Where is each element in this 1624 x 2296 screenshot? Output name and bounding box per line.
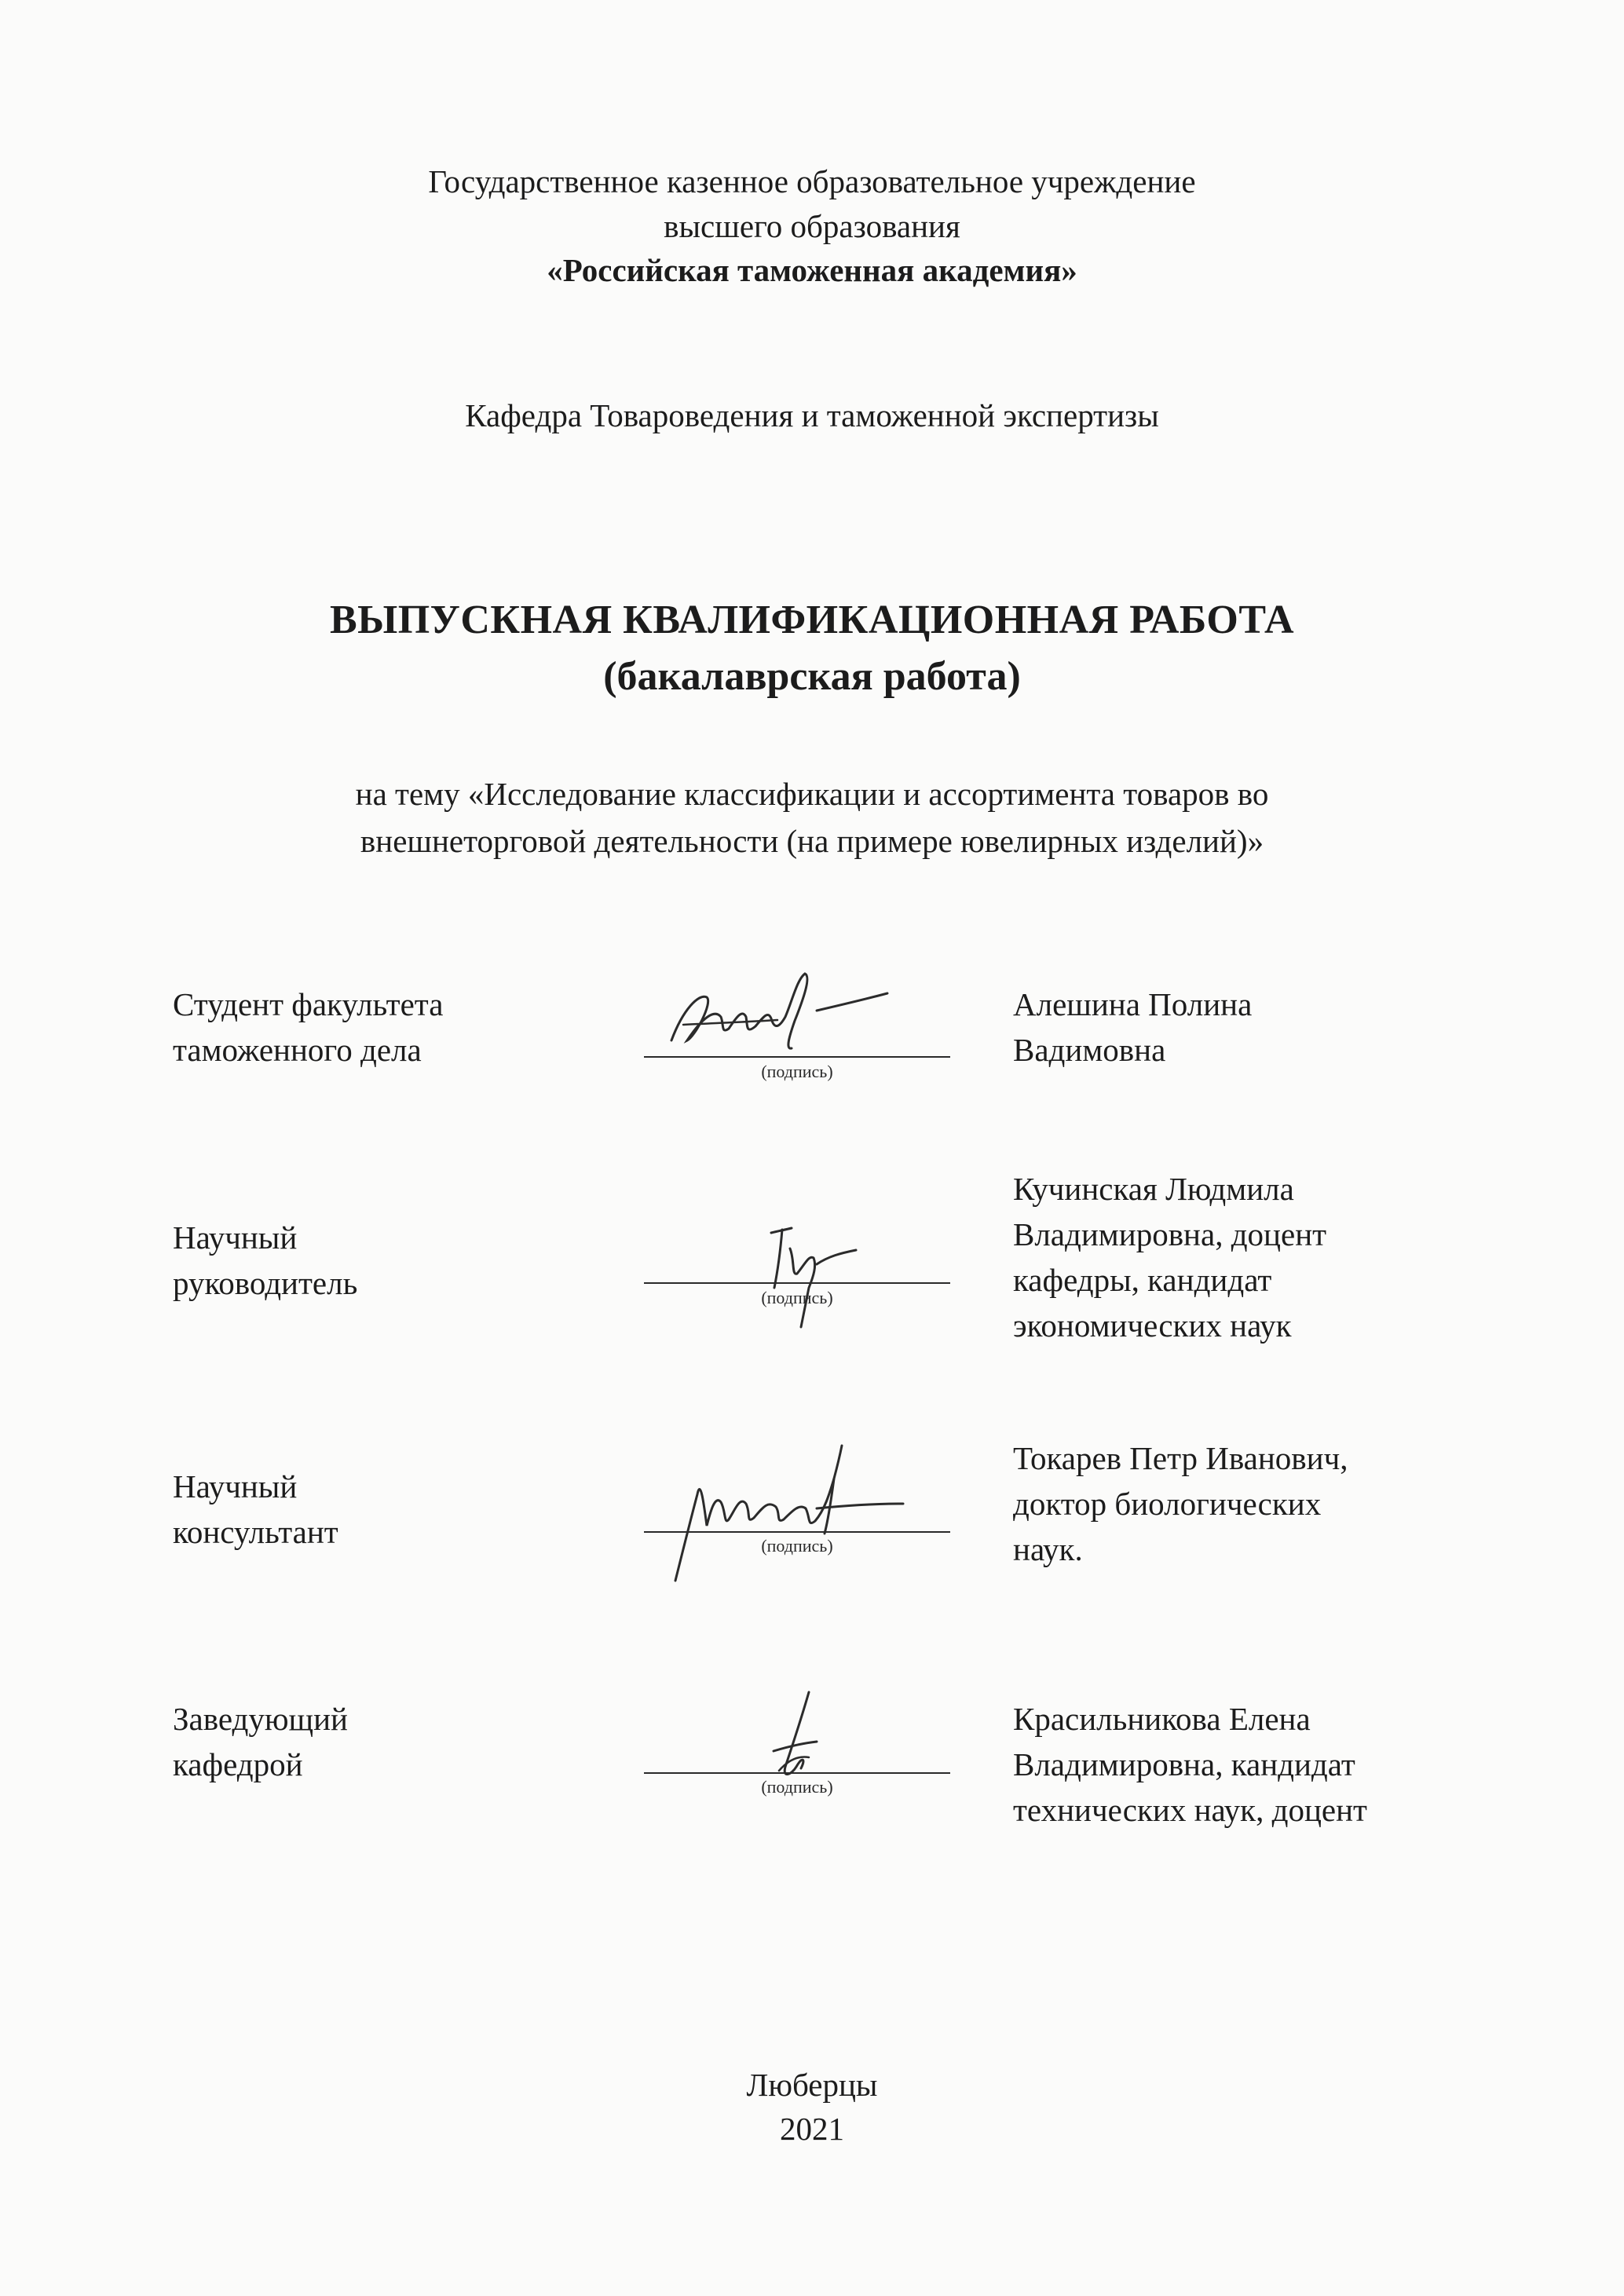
role-line: руководитель [173, 1265, 358, 1301]
role-line: Студент факультета [173, 986, 444, 1022]
person-head [1013, 1696, 1367, 1833]
department-name: Кафедра Товароведения и таможенной экспертизы [465, 397, 1159, 433]
signature-line [644, 1282, 950, 1284]
role-head [173, 1696, 348, 1787]
person-line: Владимировна, доцент [1013, 1216, 1327, 1252]
role-line: таможенного дела [173, 1032, 422, 1068]
role-line: Научный [173, 1468, 298, 1504]
role-supervisor [173, 1215, 357, 1306]
work-title: ВЫПУСКНАЯ КВАЛИФИКАЦИОННАЯ РАБОТА [329, 598, 1294, 642]
work-subtitle: (бакалаврская работа) [603, 654, 1021, 699]
signature-line [644, 1531, 950, 1533]
signature-line [644, 1056, 950, 1058]
person-line: доктор биологических [1013, 1486, 1322, 1522]
signature-caption: (подпись) [761, 1288, 833, 1307]
institution-line-1: Государственное казенное образовательное учреждение [428, 163, 1196, 199]
signature-caption: (подпись) [761, 1062, 833, 1081]
role-consultant [173, 1464, 338, 1555]
handwritten-signature-student [628, 962, 966, 1064]
handwritten-signature-supervisor [628, 1201, 966, 1335]
person-line: наук. [1013, 1531, 1083, 1567]
institution-line-2: высшего образования [664, 208, 960, 244]
role-line: консультант [173, 1514, 338, 1550]
role-student [173, 982, 443, 1073]
person-line: Кучинская Людмила [1013, 1171, 1294, 1207]
handwritten-signature-consultant [628, 1431, 966, 1589]
person-line: Красильникова Елена [1013, 1701, 1311, 1737]
person-supervisor [1013, 1166, 1326, 1348]
person-line: кафедры, кандидат [1013, 1262, 1272, 1298]
topic-line-1: на тему «Исследование классификации и ассортимента товаров во [355, 776, 1269, 812]
topic-line-2: внешнеторговой деятельности (на примере ювелирных изделий)» [360, 823, 1264, 859]
role-line: Заведующий [173, 1701, 348, 1737]
person-line: Алешина Полина [1013, 986, 1253, 1022]
footer-year: 2021 [780, 2111, 844, 2147]
person-student [1013, 982, 1252, 1073]
signature-line [644, 1772, 950, 1774]
person-line: Вадимовна [1013, 1032, 1166, 1068]
person-line: технических наук, доцент [1013, 1792, 1367, 1828]
signature-caption: (подпись) [761, 1536, 833, 1556]
footer-city: Люберцы [746, 2067, 878, 2103]
person-line: Токарев Петр Иванович, [1013, 1440, 1348, 1476]
role-line: Научный [173, 1219, 298, 1256]
institution-name: «Российская таможенная академия» [547, 252, 1077, 288]
person-line: Владимировна, кандидат [1013, 1746, 1355, 1782]
role-line: кафедрой [173, 1746, 303, 1782]
signature-caption: (подпись) [761, 1777, 833, 1797]
person-line: экономических наук [1013, 1307, 1292, 1344]
person-consultant [1013, 1435, 1348, 1572]
